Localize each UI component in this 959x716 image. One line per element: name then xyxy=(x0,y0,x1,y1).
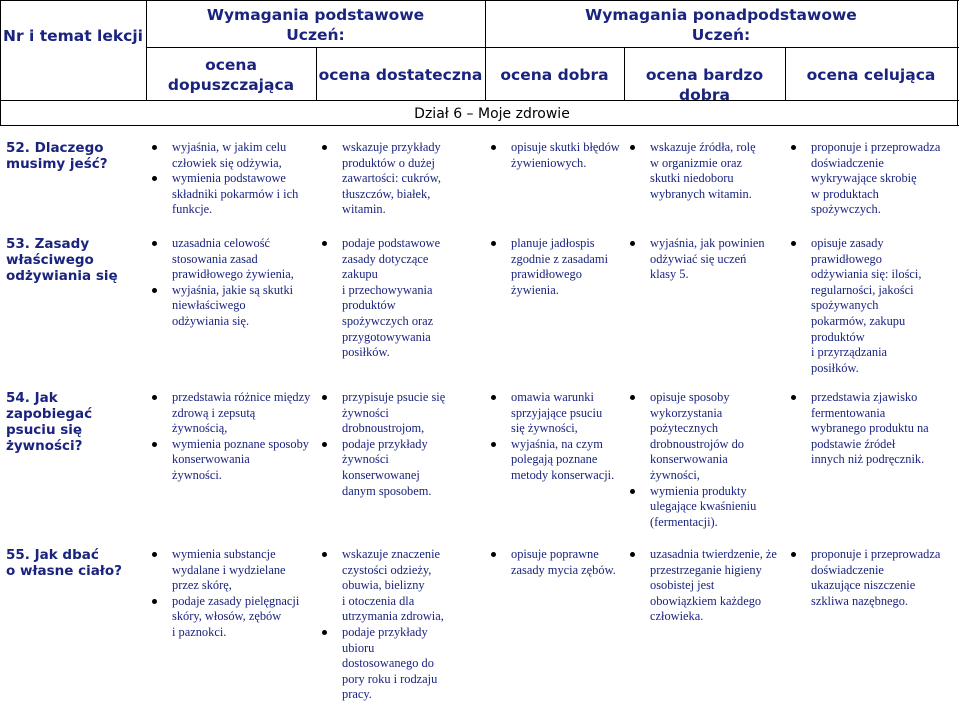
grade-dopuszczajaca-line1: ocena xyxy=(205,56,257,74)
header-divider-mid xyxy=(146,47,959,48)
requirement-line: obowiązkiem każdego xyxy=(650,593,762,608)
requirement-line: żywności xyxy=(342,452,389,467)
requirement-line: konserwowania xyxy=(172,452,250,467)
requirement-line: podaje podstawowe xyxy=(342,236,441,250)
requirement-line: ubioru xyxy=(342,640,375,655)
requirement-item xyxy=(316,390,484,437)
requirement-line: metody konserwacji. xyxy=(511,467,615,482)
requirement-line: uzasadnia celowość xyxy=(172,236,271,250)
requirement-line: niewłaściwego xyxy=(172,298,246,313)
requirement-cell xyxy=(485,547,623,578)
requirement-line: sprzyjające psuciu xyxy=(511,405,603,420)
requirement-line: zawartości: cukrów, xyxy=(342,171,441,186)
requirement-line: zdrową i zepsutą xyxy=(172,405,256,420)
requirement-line: podaje zasady pielęgnacji xyxy=(172,593,300,608)
requirement-cell xyxy=(316,547,484,703)
requirement-item xyxy=(485,236,623,298)
requirement-line: proponuje i przeprowadza xyxy=(811,140,941,154)
requirement-cell xyxy=(146,390,314,484)
requirement-item xyxy=(146,390,314,437)
requirement-line: składniki pokarmów i ich xyxy=(172,186,299,201)
requirement-item xyxy=(146,547,314,594)
requirement-line: ukazujące niszczenie xyxy=(811,578,916,593)
requirement-line: człowieka. xyxy=(650,609,704,624)
requirement-line: wymienia podstawowe xyxy=(172,171,286,186)
requirement-item xyxy=(485,140,623,171)
requirement-line: wyjaśnia, jakie są skutki xyxy=(172,282,294,297)
requirement-item xyxy=(316,236,484,361)
requirement-item xyxy=(624,484,784,531)
requirement-list xyxy=(624,547,784,625)
row-topic-line: 53. Zasady xyxy=(6,236,90,252)
requirement-item xyxy=(785,547,957,609)
requirement-line: osobistej jest xyxy=(650,578,715,593)
requirement-line: żywności, xyxy=(650,467,700,482)
requirement-list xyxy=(146,140,314,218)
requirement-list xyxy=(146,547,314,641)
requirement-list xyxy=(316,547,484,703)
grade-dostateczna: ocena dostateczna xyxy=(318,66,483,84)
requirement-item xyxy=(785,390,957,468)
requirement-line: odżywiać się uczeń xyxy=(650,251,747,266)
requirement-cell xyxy=(316,236,484,361)
requirement-line: funkcje. xyxy=(172,202,213,217)
requirement-line: i przyrządzania xyxy=(811,345,888,360)
requirement-item xyxy=(316,140,484,218)
requirement-item xyxy=(485,547,623,578)
requirement-line: wymienia substancje xyxy=(172,547,276,561)
requirement-line: proponuje i przeprowadza xyxy=(811,547,941,561)
requirement-line: opisuje zasady xyxy=(811,236,884,250)
requirement-item xyxy=(485,390,623,437)
requirement-line: szkliwa nazębnego. xyxy=(811,593,909,608)
requirement-line: spożywanych xyxy=(811,298,879,313)
col-line-0 xyxy=(0,0,1,125)
requirement-line: spożywczych oraz xyxy=(342,313,434,328)
requirement-line: podaje przykłady xyxy=(342,624,428,639)
section-title: Dział 6 – Moje zdrowie xyxy=(414,106,570,122)
requirement-line: polegają poznane xyxy=(511,452,598,467)
requirement-line: innych niż podręcznik. xyxy=(811,452,925,467)
requirement-item xyxy=(785,140,957,218)
requirement-line: omawia warunki xyxy=(511,390,594,404)
row-topic-line: żywności? xyxy=(6,438,83,454)
requirement-line: witamin. xyxy=(342,202,386,217)
table-border-top xyxy=(0,0,959,1)
requirement-line: produktów xyxy=(811,329,865,344)
requirement-item xyxy=(624,140,784,202)
header-podstawowe-line2: Uczeń: xyxy=(286,26,345,44)
requirement-line: doświadczenie xyxy=(811,562,884,577)
requirement-line: obuwia, bielizny xyxy=(342,578,425,593)
requirement-list xyxy=(785,390,957,468)
requirement-line: prawidłowego xyxy=(511,267,582,282)
requirement-line: spożywczych. xyxy=(811,202,881,217)
requirement-line: przypisuje psucie się xyxy=(342,390,446,404)
requirement-line: wyjaśnia, w jakim celu xyxy=(172,140,287,154)
requirement-line: wybranego produktu na xyxy=(811,421,929,436)
requirement-line: zakupu xyxy=(342,267,378,282)
requirement-line: przestrzeganie higieny xyxy=(650,562,762,577)
requirement-line: w produktach xyxy=(811,186,879,201)
requirement-cell xyxy=(146,140,314,218)
grade-bardzo-dobra: ocena bardzo dobra xyxy=(645,66,764,104)
requirement-line: opisuje poprawne xyxy=(511,547,599,561)
requirement-line: konserwowanej xyxy=(342,467,420,482)
requirement-list xyxy=(785,140,957,218)
requirement-line: utrzymania zdrowia, xyxy=(342,609,444,624)
requirement-cell xyxy=(146,547,314,641)
header-ponadpodstawowe-line2: Uczeń: xyxy=(691,26,751,44)
requirement-line: danym sposobem. xyxy=(342,483,432,498)
row-topic-line: o własne ciało? xyxy=(6,563,122,579)
requirement-line: pracy. xyxy=(342,687,372,702)
requirement-list xyxy=(624,140,784,202)
requirement-cell xyxy=(785,547,957,609)
requirement-item xyxy=(146,594,314,641)
requirement-line: (fermentacji). xyxy=(650,514,718,529)
row-topic-line: 54. Jak zapobiegać xyxy=(6,390,93,422)
requirement-line: odżywiania się: ilości, xyxy=(811,267,922,282)
requirement-line: wydalane i wydzielane xyxy=(172,562,286,577)
requirement-line: wskazuje przykłady xyxy=(342,140,441,154)
row-topic xyxy=(6,547,136,579)
requirement-line: posiłków. xyxy=(342,345,390,360)
requirement-line: ulegające kwaśnieniu xyxy=(650,499,757,514)
row-topic-line: właściwego xyxy=(6,252,94,268)
requirement-line: tłuszczów, białek, xyxy=(342,186,431,201)
row-topic xyxy=(6,140,136,172)
requirement-list xyxy=(146,390,314,484)
grade-dobra: ocena dobra xyxy=(500,66,609,84)
requirement-list xyxy=(485,236,623,298)
requirement-item xyxy=(624,547,784,625)
requirement-item xyxy=(485,437,623,484)
requirement-cell xyxy=(785,236,957,376)
requirement-line: odżywiania się. xyxy=(172,313,250,328)
col-line-right xyxy=(957,0,958,125)
requirement-line: wymienia produkty xyxy=(650,483,747,498)
requirement-line: wykrywające skrobię xyxy=(811,171,917,186)
requirement-list xyxy=(316,140,484,218)
requirement-line: pokarmów, zakupu xyxy=(811,313,906,328)
row-topic-line: psuciu się xyxy=(6,422,83,438)
requirement-item xyxy=(146,236,314,283)
requirement-line: produktów xyxy=(342,298,396,313)
requirement-cell xyxy=(624,236,784,283)
requirement-cell xyxy=(624,140,784,202)
row-topic-line: odżywiania się xyxy=(6,268,118,284)
grade-dopuszczajaca-line2: dopuszczająca xyxy=(167,76,295,94)
requirement-line: pory roku i rodzaju xyxy=(342,671,438,686)
requirement-line: wskazuje znaczenie xyxy=(342,547,441,561)
requirement-cell xyxy=(624,547,784,625)
requirement-line: doświadczenie xyxy=(811,155,884,170)
requirement-list xyxy=(485,140,623,171)
requirement-line: wyjaśnia, jak powinien xyxy=(650,236,765,250)
requirement-line: przygotowywania xyxy=(342,329,431,344)
requirement-line: produktów o dużej xyxy=(342,155,435,170)
requirement-item xyxy=(785,236,957,376)
requirement-line: żywności xyxy=(342,405,389,420)
row-topic-line: 52. Dlaczego xyxy=(6,140,104,156)
section-divider xyxy=(0,125,959,126)
header-podstawowe-line1: Wymagania podstawowe xyxy=(206,6,425,24)
requirement-list xyxy=(485,547,623,578)
requirement-line: konserwowania xyxy=(650,452,728,467)
requirement-line: przedstawia zjawisko xyxy=(811,390,918,404)
requirement-line: żywnością, xyxy=(172,421,228,436)
header-podstawowe xyxy=(146,5,485,45)
requirement-item xyxy=(146,171,314,218)
header-ponadpodstawowe-line1: Wymagania ponadpodstawowe xyxy=(585,6,857,24)
requirement-line: żywności. xyxy=(172,467,222,482)
requirement-line: zasady mycia zębów. xyxy=(511,562,616,577)
requirement-list xyxy=(785,547,957,609)
requirement-line: podaje przykłady xyxy=(342,436,428,451)
requirement-item xyxy=(624,390,784,484)
requirement-line: wyjaśnia, na czym xyxy=(511,436,603,451)
requirement-line: i paznokci. xyxy=(172,624,227,639)
header-nr-temat: Nr i temat lekcji xyxy=(2,27,143,45)
header-divider-bottom xyxy=(0,100,959,101)
requirement-line: przez skórę, xyxy=(172,578,232,593)
requirement-line: i przechowywania xyxy=(342,282,433,297)
requirement-line: zgodnie z zasadami xyxy=(511,251,609,266)
requirement-list xyxy=(624,236,784,283)
requirement-line: podstawie źródeł xyxy=(811,436,896,451)
requirement-list xyxy=(624,390,784,530)
requirement-list xyxy=(485,390,623,484)
requirement-line: w organizmie oraz xyxy=(650,155,742,170)
requirement-line: fermentowania xyxy=(811,405,886,420)
requirement-item xyxy=(316,625,484,703)
requirement-line: skóry, włosów, zębów xyxy=(172,609,282,624)
requirement-line: dostosowanego do xyxy=(342,656,434,671)
requirement-line: przedstawia różnice między xyxy=(172,390,311,404)
requirement-list xyxy=(785,236,957,376)
requirement-line: posiłków. xyxy=(811,360,859,375)
requirement-item xyxy=(316,437,484,499)
requirement-line: się żywności, xyxy=(511,421,578,436)
header-ponadpodstawowe xyxy=(485,5,957,45)
requirement-line: drobnoustrojów do xyxy=(650,436,744,451)
requirement-cell xyxy=(146,236,314,330)
requirement-line: wybranych witamin. xyxy=(650,186,752,201)
requirement-line: pożytecznych xyxy=(650,421,719,436)
requirement-line: skutki niedoboru xyxy=(650,171,734,186)
requirement-line: regularności, jakości xyxy=(811,282,914,297)
requirement-cell xyxy=(485,140,623,171)
row-topic-line: musimy jeść? xyxy=(6,156,108,172)
requirement-line: czystości odzieży, xyxy=(342,562,432,577)
requirement-line: żywieniowych. xyxy=(511,155,587,170)
row-topic-line: 55. Jak dbać xyxy=(6,547,99,563)
row-topic xyxy=(6,236,136,284)
requirement-list xyxy=(316,236,484,361)
requirement-line: zasady dotyczące xyxy=(342,251,429,266)
requirement-item xyxy=(624,236,784,283)
requirement-cell xyxy=(316,390,484,499)
row-topic xyxy=(6,390,136,454)
requirement-cell xyxy=(785,390,957,468)
requirement-line: wymienia poznane sposoby xyxy=(172,436,309,451)
requirement-cell xyxy=(624,390,784,530)
requirement-cell xyxy=(485,390,623,484)
requirement-line: wykorzystania xyxy=(650,405,723,420)
requirement-line: człowiek się odżywia, xyxy=(172,155,282,170)
requirement-line: wskazuje źródła, rolę xyxy=(650,140,756,154)
requirement-line: drobnoustrojom, xyxy=(342,421,425,436)
requirement-line: planuje jadłospis xyxy=(511,236,595,250)
grade-dopuszczajaca xyxy=(146,55,316,95)
requirement-list xyxy=(146,236,314,330)
requirement-cell xyxy=(316,140,484,218)
requirement-line: żywienia. xyxy=(511,282,559,297)
requirement-item xyxy=(146,437,314,484)
requirement-line: uzasadnia twierdzenie, że xyxy=(650,547,777,561)
requirement-line: opisuje skutki błędów xyxy=(511,140,620,154)
requirement-line: prawidłowego żywienia, xyxy=(172,267,294,282)
requirement-cell xyxy=(485,236,623,298)
requirement-line: stosowania zasad xyxy=(172,251,258,266)
requirement-item xyxy=(146,140,314,171)
requirement-item xyxy=(316,547,484,625)
requirement-line: opisuje sposoby xyxy=(650,390,730,404)
grade-celujaca: ocena celująca xyxy=(806,66,936,84)
requirement-line: i otoczenia dla xyxy=(342,593,415,608)
requirement-list xyxy=(316,390,484,499)
requirement-line: prawidłowego xyxy=(811,251,882,266)
requirement-line: klasy 5. xyxy=(650,267,689,282)
requirement-cell xyxy=(785,140,957,218)
requirement-item xyxy=(146,283,314,330)
